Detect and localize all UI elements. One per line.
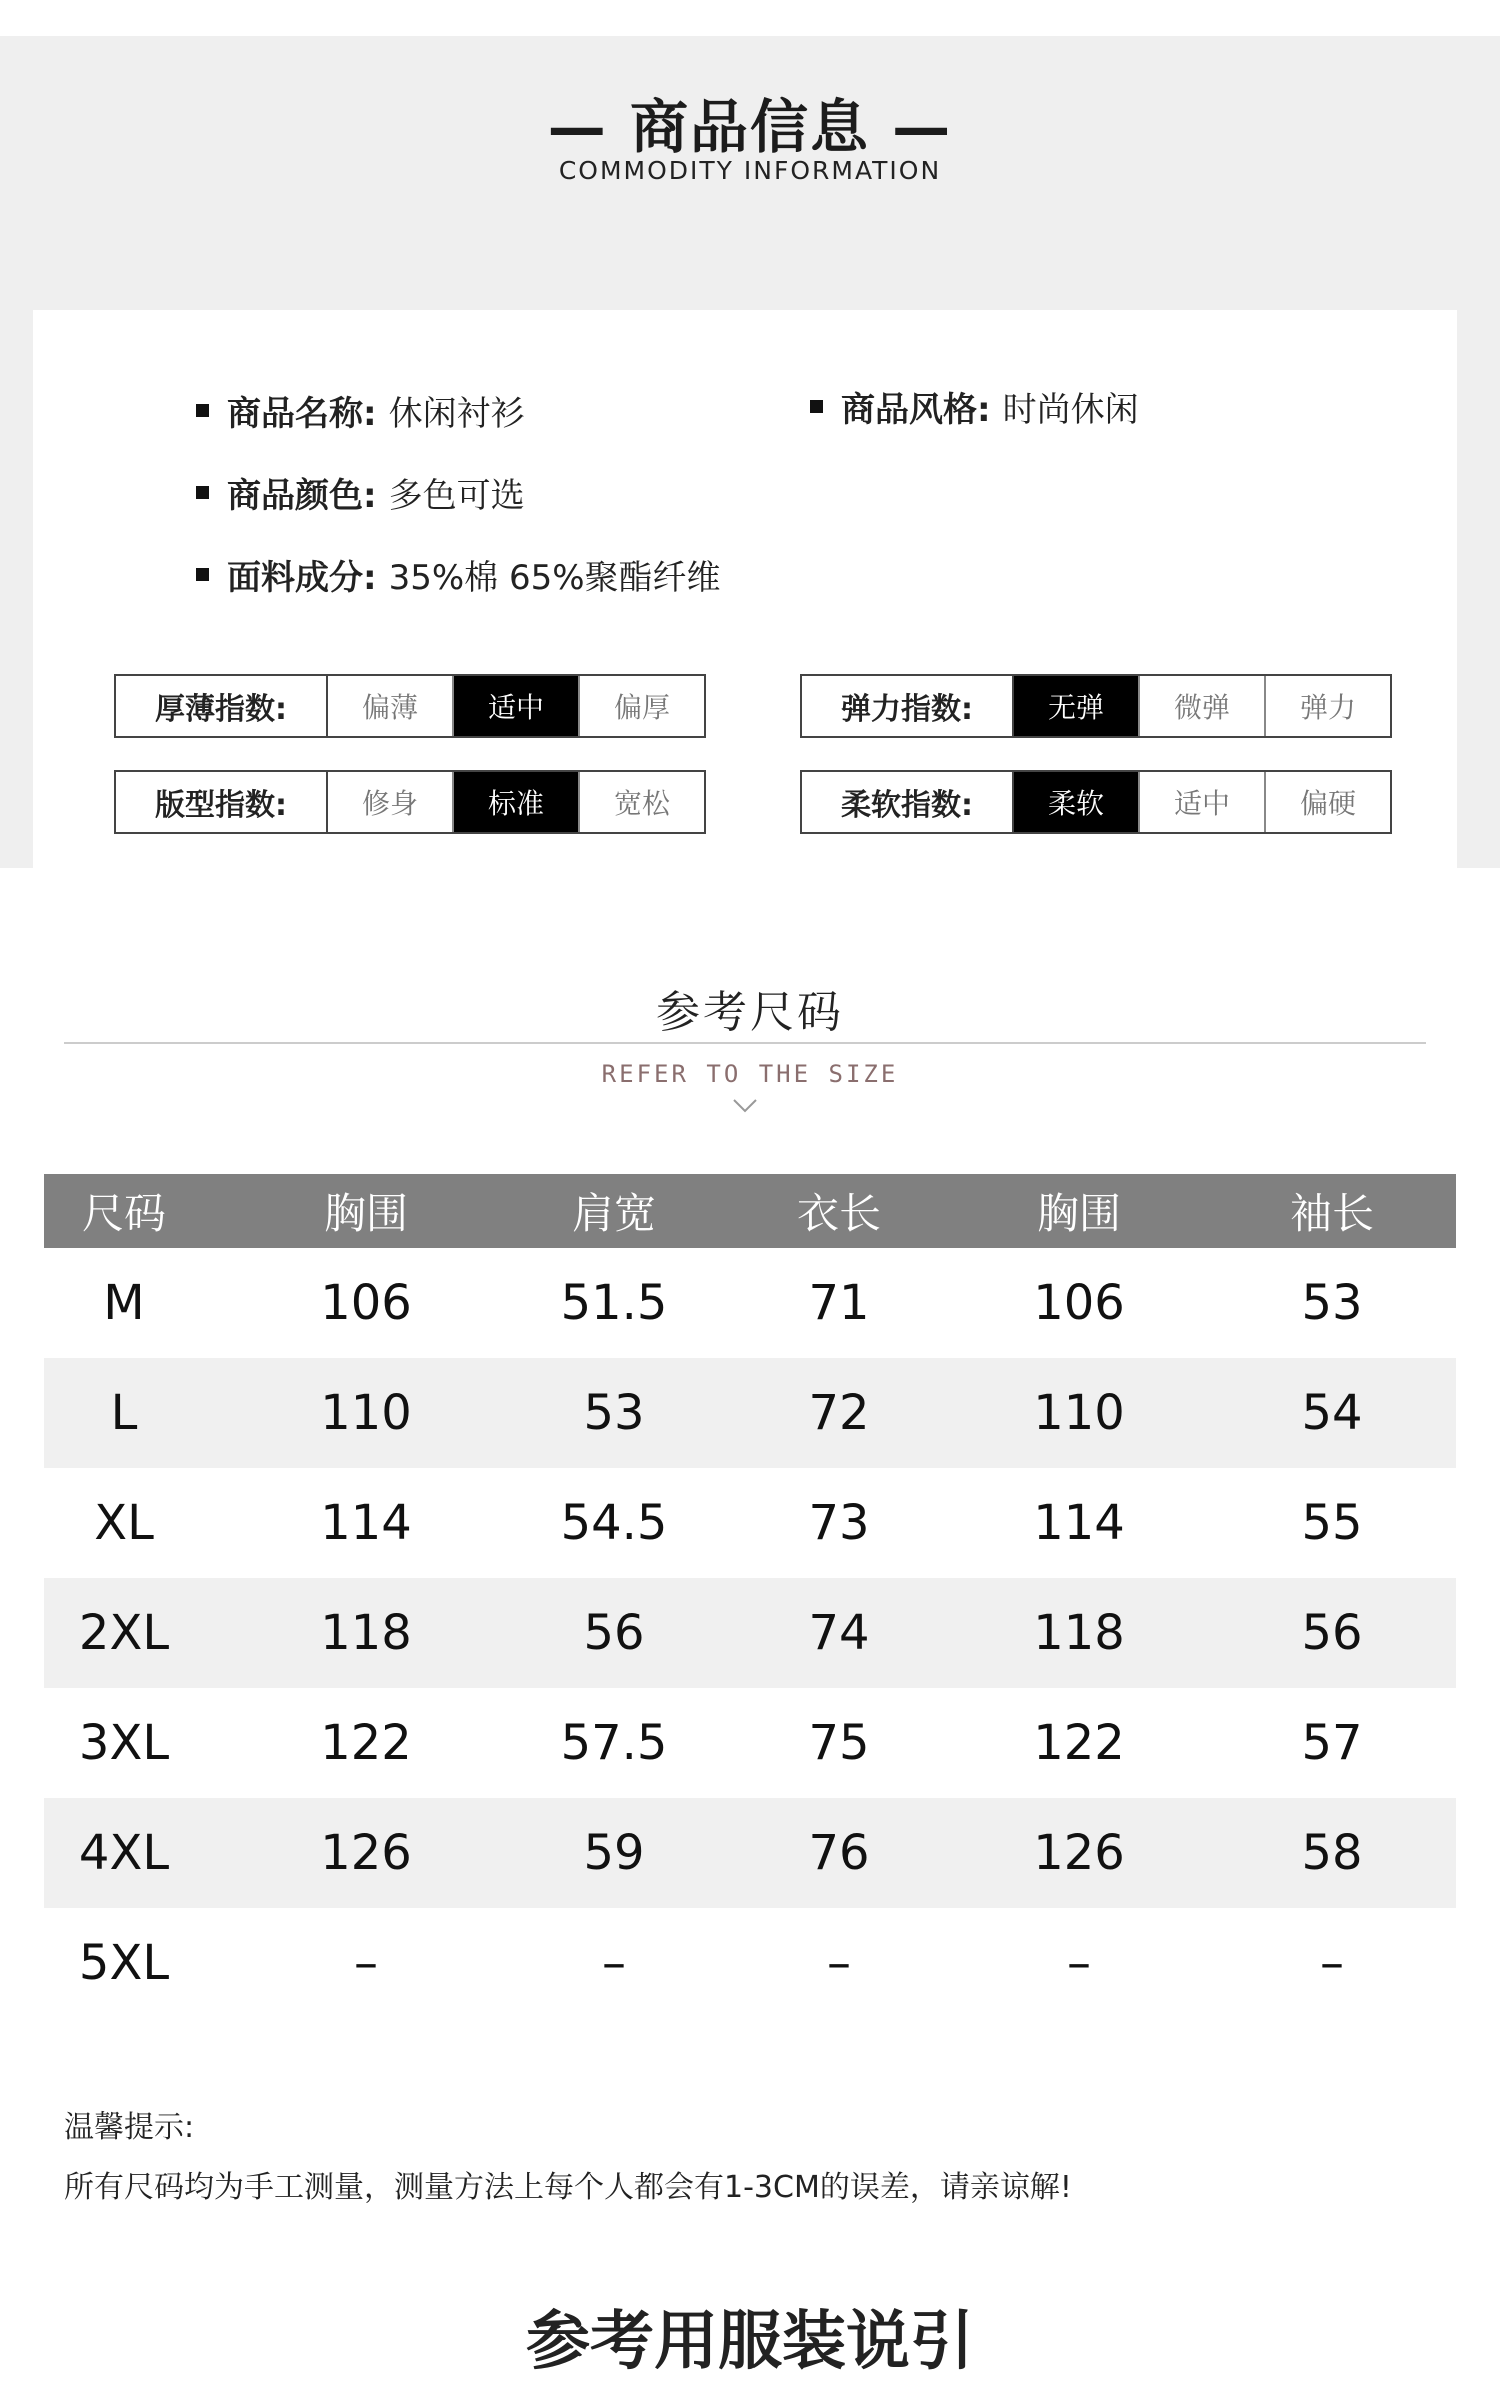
attr-product-style [810, 382, 1139, 431]
header-cell: 胸围 [323, 1189, 408, 1238]
table-cell: 106 [320, 1275, 412, 1331]
index-option: 偏薄 [328, 676, 454, 736]
table-cell: 72 [808, 1385, 870, 1441]
header-cell: 袖长 [1289, 1189, 1374, 1238]
table-cell: 55 [1301, 1495, 1363, 1551]
size-section-subtitle: REFER TO THE SIZE [601, 1060, 899, 1088]
table-cell: – [827, 1935, 851, 1991]
table-cell: 71 [808, 1275, 870, 1331]
table-cell: 126 [1033, 1825, 1125, 1881]
table-cell: 57.5 [560, 1715, 668, 1771]
size-label-cell: 5XL [78, 1935, 170, 1991]
attr-value: 休闲衬衫 [388, 394, 525, 434]
table-cell: 54.5 [560, 1495, 668, 1551]
size-table [44, 1174, 1456, 2018]
table-cell: 51.5 [560, 1275, 668, 1331]
table-row [44, 1578, 1456, 1688]
table-cell: 74 [808, 1605, 870, 1661]
table-cell: 110 [1033, 1385, 1125, 1441]
table-row [44, 1248, 1456, 1358]
attr-label: 面料成分: [227, 558, 377, 598]
table-row [44, 1688, 1456, 1798]
bullet-icon [810, 400, 823, 413]
table-cell: 75 [808, 1715, 870, 1771]
attr-label: 商品风格: [841, 390, 991, 430]
table-cell: 110 [320, 1385, 412, 1441]
table-cell: 114 [320, 1495, 412, 1551]
table-row [44, 1798, 1456, 1908]
index-label: 柔软指数: [802, 772, 1014, 832]
bullet-icon [196, 568, 209, 581]
table-cell: – [354, 1935, 378, 1991]
size-label-cell: L [110, 1385, 138, 1441]
table-cell: 122 [1033, 1715, 1125, 1771]
table-cell: – [1320, 1935, 1344, 1991]
size-label-cell: XL [94, 1495, 154, 1551]
table-cell: 114 [1033, 1495, 1125, 1551]
size-label-cell: 2XL [78, 1605, 170, 1661]
table-cell: 59 [583, 1825, 645, 1881]
tip-text: 所有尺码均为手工测量，测量方法上每个人都会有1-3CM的误差，请亲谅解! [64, 2170, 1072, 2205]
table-row [44, 1468, 1456, 1578]
table-cell: 57 [1301, 1715, 1363, 1771]
attr-label: 商品名称: [227, 394, 377, 434]
table-row [44, 1908, 1456, 2018]
table-cell: 76 [808, 1825, 870, 1881]
chevron-down-icon [732, 1092, 758, 1118]
index-option: 修身 [328, 772, 454, 832]
tip-title: 温馨提示: [64, 2110, 195, 2145]
table-body [44, 1248, 1456, 2018]
divider [64, 1042, 1426, 1044]
attr-product-name [196, 386, 525, 435]
attr-label: 商品颜色: [227, 476, 377, 516]
table-cell: 106 [1033, 1275, 1125, 1331]
index-option: 无弹 [1014, 676, 1140, 736]
size-section-title: 参考尺码 [656, 987, 844, 1038]
index-option: 偏硬 [1299, 787, 1356, 820]
attr-value: 多色可选 [388, 476, 525, 516]
section-subtitle: COMMODITY INFORMATION [558, 156, 942, 185]
table-cell: – [602, 1935, 626, 1991]
section-title: — 商品信息 — [547, 93, 953, 161]
table-cell: – [1067, 1935, 1091, 1991]
bullet-icon [196, 404, 209, 417]
table-row [44, 1358, 1456, 1468]
index-option: 微弹 [1140, 676, 1266, 736]
next-section-title: 参考用服装说引 [526, 2305, 974, 2379]
attr-value: 时尚休闲 [1002, 390, 1139, 430]
index-option: 柔软 [1014, 772, 1140, 832]
index-option: 弹力 [1299, 691, 1356, 724]
index-option: 适中 [1140, 772, 1266, 832]
index-option: 偏厚 [613, 691, 670, 724]
bullet-icon [196, 486, 209, 499]
table-cell: 56 [583, 1605, 645, 1661]
table-cell: 56 [1301, 1605, 1363, 1661]
table-cell: 73 [808, 1495, 870, 1551]
table-cell: 54 [1301, 1385, 1363, 1441]
header-cell: 尺码 [81, 1189, 166, 1238]
index-option: 宽松 [613, 787, 670, 820]
attr-value: 35%棉 65%聚酯纤维 [388, 558, 721, 598]
index-fit [114, 770, 706, 834]
index-option: 标准 [454, 772, 580, 832]
size-label-cell: 3XL [78, 1715, 170, 1771]
table-cell: 118 [320, 1605, 412, 1661]
index-option: 适中 [454, 676, 580, 736]
table-cell: 126 [320, 1825, 412, 1881]
table-header [44, 1174, 1456, 1248]
attr-product-color [196, 468, 525, 517]
index-label: 弹力指数: [802, 676, 1014, 736]
table-cell: 53 [1301, 1275, 1363, 1331]
size-label-cell: 4XL [78, 1825, 170, 1881]
header-cell: 肩宽 [571, 1189, 656, 1238]
index-elasticity [800, 674, 1392, 738]
index-thickness [114, 674, 706, 738]
table-cell: 58 [1301, 1825, 1363, 1881]
index-label: 厚薄指数: [116, 676, 328, 736]
index-softness [800, 770, 1392, 834]
header-cell: 胸围 [1036, 1189, 1121, 1238]
size-label-cell: M [103, 1275, 145, 1331]
attr-fabric [196, 550, 721, 599]
table-cell: 53 [583, 1385, 645, 1441]
table-cell: 122 [320, 1715, 412, 1771]
table-cell: 118 [1033, 1605, 1125, 1661]
header-cell: 衣长 [796, 1189, 881, 1238]
index-label: 版型指数: [116, 772, 328, 832]
